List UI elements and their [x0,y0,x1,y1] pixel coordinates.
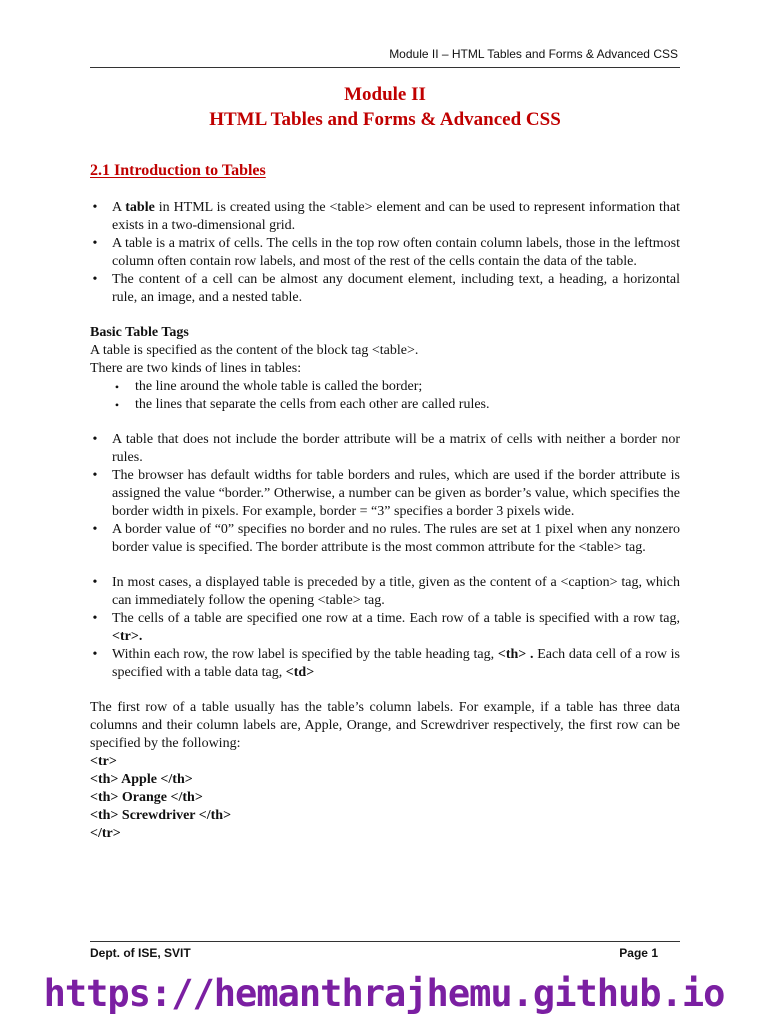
bullet-icon: • [92,647,98,662]
module-subtitle: HTML Tables and Forms & Advanced CSS [209,109,561,130]
text: The browser has default widths for table borders and rules, which are used if the border attribute is assigned the value “border.” Otherwise, a number can be given as border’s value, which specifies the border width in pixels. For example, border = “3” specifies a border 3 pixels wide. [112,468,680,519]
bold-tag: <th> . [497,647,534,662]
text: Within each row, the row label is specified by the table heading tag, [112,647,498,662]
bullet-icon: • [114,398,120,412]
text: The content of a cell can be almost any document element, including text, a heading, a horizontal rule, an image, and a nested table. [112,272,680,305]
border-bullet-list [90,431,680,557]
intro-bullet-list [90,199,680,307]
bullet-icon: • [92,432,98,447]
text: A table is a matrix of cells. The cells in the top row often contain column labels, those in the leftmost column often contain row labels, and most of the rest of the cells contain the data of the table. [112,236,680,269]
list-item [90,431,680,467]
bold-tag: <td> [285,665,315,680]
section-heading: 2.1 Introduction to Tables [90,162,266,179]
list-item [90,574,680,610]
code-line: <tr> [90,754,117,769]
list-item [90,467,680,521]
list-item [90,271,680,307]
module-title: Module II [344,84,426,105]
list-item [90,646,680,682]
document-body [90,160,680,843]
text: In most cases, a displayed table is preceded by a title, given as the content of a <caption> tag, which can immediately follow the opening <table> tag. [112,575,680,608]
code-line: </tr> [90,826,121,841]
text: the lines that separate the cells from each other are called rules. [135,397,490,412]
subsection-heading: Basic Table Tags [90,325,189,340]
watermark-url: https://hemanthrajhemu.github.io [43,972,725,1015]
list-item [90,199,680,235]
bullet-icon: • [114,380,120,394]
example-paragraph: The first row of a table usually has the table’s column labels. For example, if a table has three data columns and their column labels are, Apple, Orange, and Screwdriver respectively, the first row can be specified by the following: [90,700,680,751]
footer-dept: Dept. of ISE, SVIT [90,946,191,960]
footer-divider [90,941,680,942]
bullet-icon: • [92,236,98,251]
title-block [90,83,680,132]
text: in HTML is created using the <table> element and can be used to represent information that exists in a two-dimensional grid. [112,200,680,233]
bold-term: table [125,200,155,215]
code-line: <th> Apple </th> [90,772,193,787]
code-example [90,753,680,843]
code-line: <th> Screwdriver </th> [90,808,232,823]
bullet-icon: • [92,611,98,626]
bullet-icon: • [92,522,98,537]
bullet-icon: • [92,468,98,483]
paragraph: There are two kinds of lines in tables: [90,361,302,376]
sub-bullet-list [90,378,680,414]
list-item [90,235,680,271]
bold-tag: <tr>. [112,629,143,644]
page-number: Page 1 [619,946,658,960]
bullet-icon: • [92,272,98,287]
bullet-icon: • [92,575,98,590]
caption-bullet-list [90,574,680,682]
header-divider [90,67,680,68]
running-header: Module II – HTML Tables and Forms & Advanced CSS [389,47,678,61]
text: The cells of a table are specified one row at a time. Each row of a table is specified with a row tag, [112,611,680,626]
list-item [90,610,680,646]
text: A [112,200,126,215]
list-item [112,396,680,414]
text: A border value of “0” specifies no border and no rules. The rules are set at 1 pixel when any nonzero border value is specified. The border attribute is the most common attribute for the <table> tag. [112,522,680,555]
list-item [112,378,680,396]
text: the line around the whole table is called the border; [135,379,423,394]
bullet-icon: • [92,200,98,215]
list-item [90,521,680,557]
text: Each data cell of a row is specified with a table data tag, [112,647,681,680]
code-line: <th> Orange </th> [90,790,203,805]
text: A table that does not include the border attribute will be a matrix of cells with neither a border nor rules. [112,432,680,465]
paragraph: A table is specified as the content of the block tag <table>. [90,343,419,358]
